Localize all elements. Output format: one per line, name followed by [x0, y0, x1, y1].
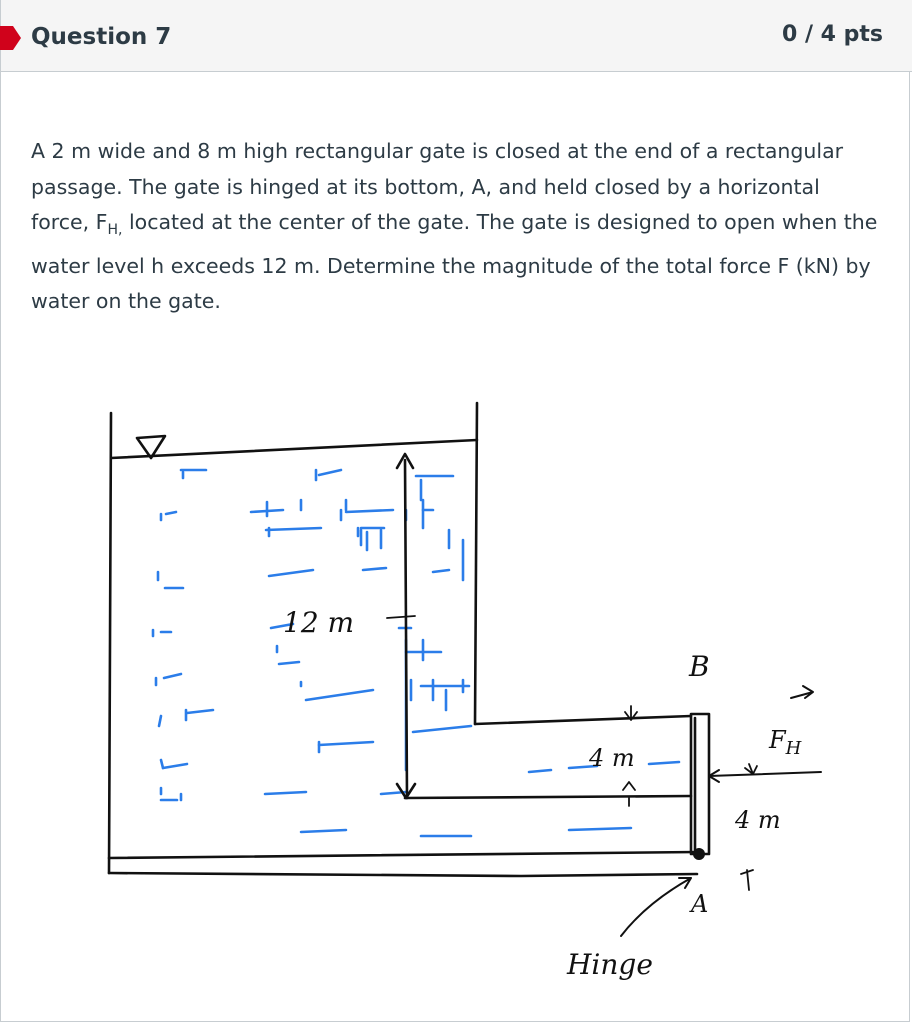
question-text-rest: located at the center of the gate. The gate is designed to open when the water level h exceeds 12 m. Determine the magnitude of the total force F (kN) by water on the gate.: [31, 210, 878, 314]
height-dimension: [387, 454, 415, 798]
force-arrow: [709, 686, 821, 890]
gate-half-label: 4 m: [735, 806, 781, 834]
question-header: [1, 0, 912, 72]
force-label: [768, 726, 802, 759]
force-label-main: F: [769, 726, 786, 754]
flag-icon[interactable]: [0, 24, 21, 52]
tank-outline: [109, 403, 697, 876]
point-b-label: B: [689, 650, 710, 683]
water-strokes: [153, 470, 679, 836]
question-text: [31, 134, 881, 320]
passage-label: 4 m: [589, 744, 635, 772]
point-a-label: A: [691, 890, 709, 918]
hinge-label: Hinge: [567, 948, 653, 981]
question-text-main: A 2 m wide and 8 m high rectangular gate is closed at the end of a rectangular passage. The gate is hinged at its bottom, A, and held closed by a horizontal force, F: [31, 139, 844, 234]
gate-diagram: [1, 380, 912, 1024]
question-title: Question 7: [31, 24, 172, 50]
force-label-sub: H: [785, 738, 802, 759]
gate: [691, 714, 709, 860]
question-points: 0 / 4 pts: [782, 22, 883, 47]
hinge-pin-icon: [693, 848, 705, 860]
hinge-pointer: [621, 878, 691, 936]
question-text-subscript: H,: [107, 222, 123, 239]
height-label: 12 m: [283, 606, 355, 639]
